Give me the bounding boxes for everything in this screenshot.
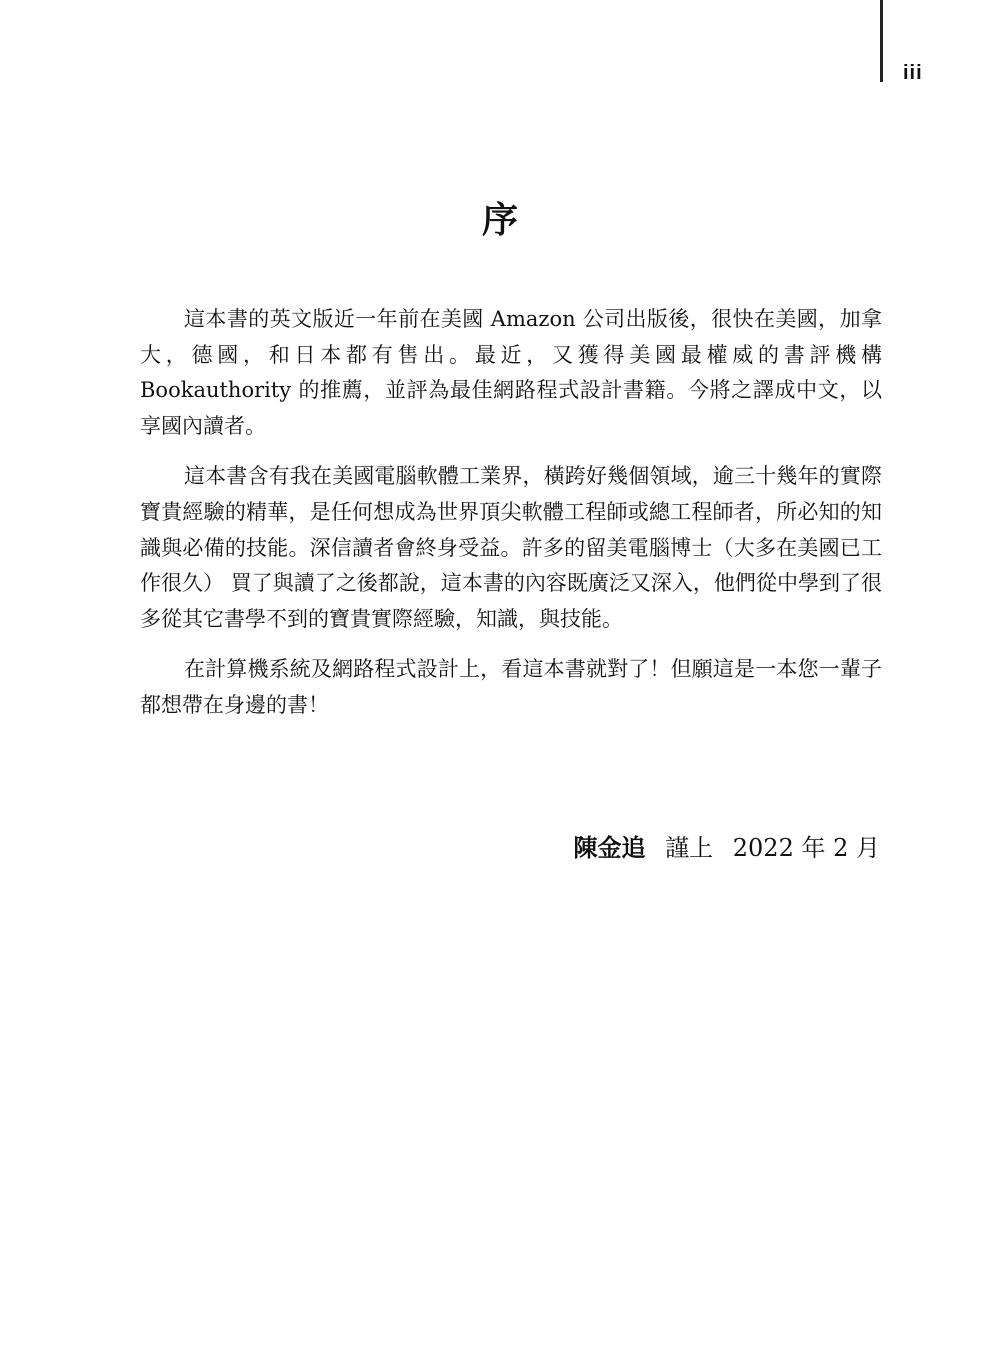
paragraph-1: 這本書的英文版近一年前在美國 Amazon 公司出版後，很快在美國，加拿大，德國，和日本都有售出。最近，又獲得美國最權威的書評機構 Bookauthority 的推薦，並評為最佳網路程式設計書籍。今將之譯成中文，以享國內讀者。 (140, 307, 882, 438)
paragraph-3: 在計算機系統及網路程式設計上，看這本書就對了！但願這是一本您一輩子都想帶在身邊的書！ (140, 657, 882, 717)
author-name: 陳金追 (573, 833, 646, 862)
signature-date: 2022 年 2 月 (732, 834, 880, 862)
paragraph-2: 這本書含有我在美國電腦軟體工業界，橫跨好幾個領域，逾三十幾年的實際寶貴經驗的精華，是任何想成為世界頂尖軟體工程師或總工程師者，所必知的知識與必備的技能。深信讀者會終身受益。許多的留美電腦博士（大多在美國已工作很久） 買了與讀了之後都說，這本書的內容既廣泛又深入，他們從中學到了很多從其它書學不到的寶貴實際經驗，知識，與技能。 (140, 464, 882, 631)
page-number: iii (903, 62, 923, 84)
page-edge-rule (880, 0, 883, 82)
page-title: 序 (481, 199, 518, 241)
preface-body (140, 302, 882, 739)
honorific: 謹上 (665, 834, 714, 862)
signature-line (573, 828, 880, 863)
